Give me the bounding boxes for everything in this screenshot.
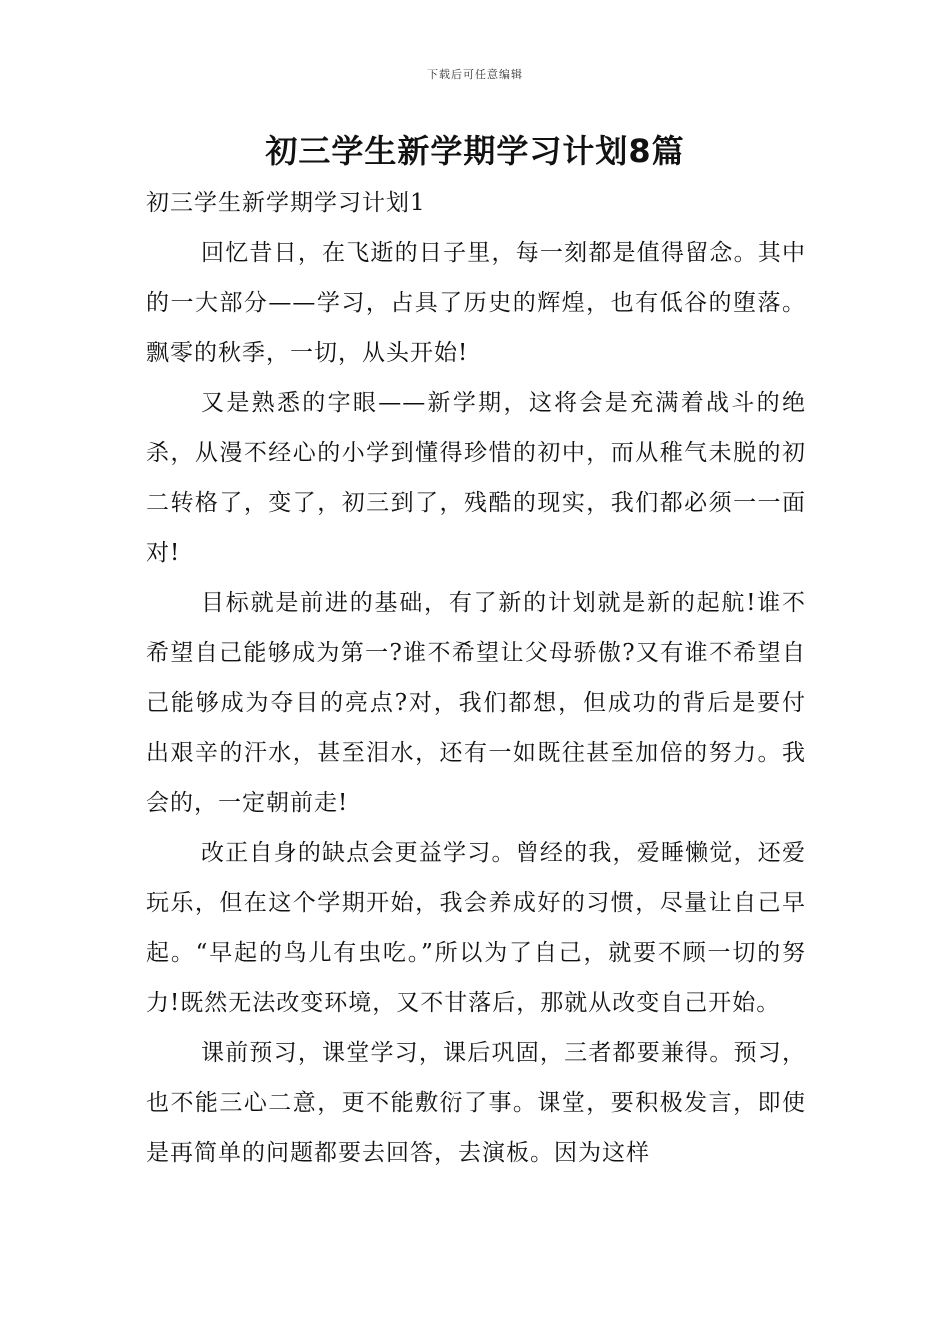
paragraph-5: 课前预习，课堂学习，课后巩固，三者都要兼得。预习，也不能三心二意，更不能敷衍了事。课堂，要积极发言，即使是再简单的问题都要去回答，去演板。因为这样 <box>146 1040 806 1166</box>
section-heading: 初三学生新学期学习计划1 <box>146 190 426 216</box>
header-note: 下载后可任意编辑 <box>427 68 523 81</box>
paragraph-2: 又是熟悉的字眼——新学期，这将会是充满着战斗的绝杀，从漫不经心的小学到懂得珍惜的初中，而从稚气未脱的初二转格了，变了，初三到了，残酷的现实，我们都必须一一面对! <box>146 390 806 566</box>
document-body <box>146 178 806 1178</box>
paragraph-1: 回忆昔日，在飞逝的日子里，每一刻都是值得留念。其中的一大部分——学习，占具了历史的辉煌，也有低谷的堕落。飘零的秋季，一切，从头开始! <box>146 240 806 366</box>
document-title: 初三学生新学期学习计划8篇 <box>265 132 685 170</box>
paragraph-4: 改正自身的缺点会更益学习。曾经的我，爱睡懒觉，还爱玩乐，但在这个学期开始，我会养成好的习惯，尽量让自己早起。“早起的鸟儿有虫吃。”所以为了自己，就要不顾一切的努力!既然无法改变环境，又不甘落后，那就从改变自己开始。 <box>146 840 806 1016</box>
paragraph-3: 目标就是前进的基础，有了新的计划就是新的起航!谁不希望自己能够成为第一?谁不希望让父母骄傲?又有谁不希望自己能够成为夺目的亮点?对，我们都想，但成功的背后是要付出艰辛的汗水，甚至泪水，还有一如既往甚至加倍的努力。我会的，一定朝前走! <box>146 590 806 816</box>
